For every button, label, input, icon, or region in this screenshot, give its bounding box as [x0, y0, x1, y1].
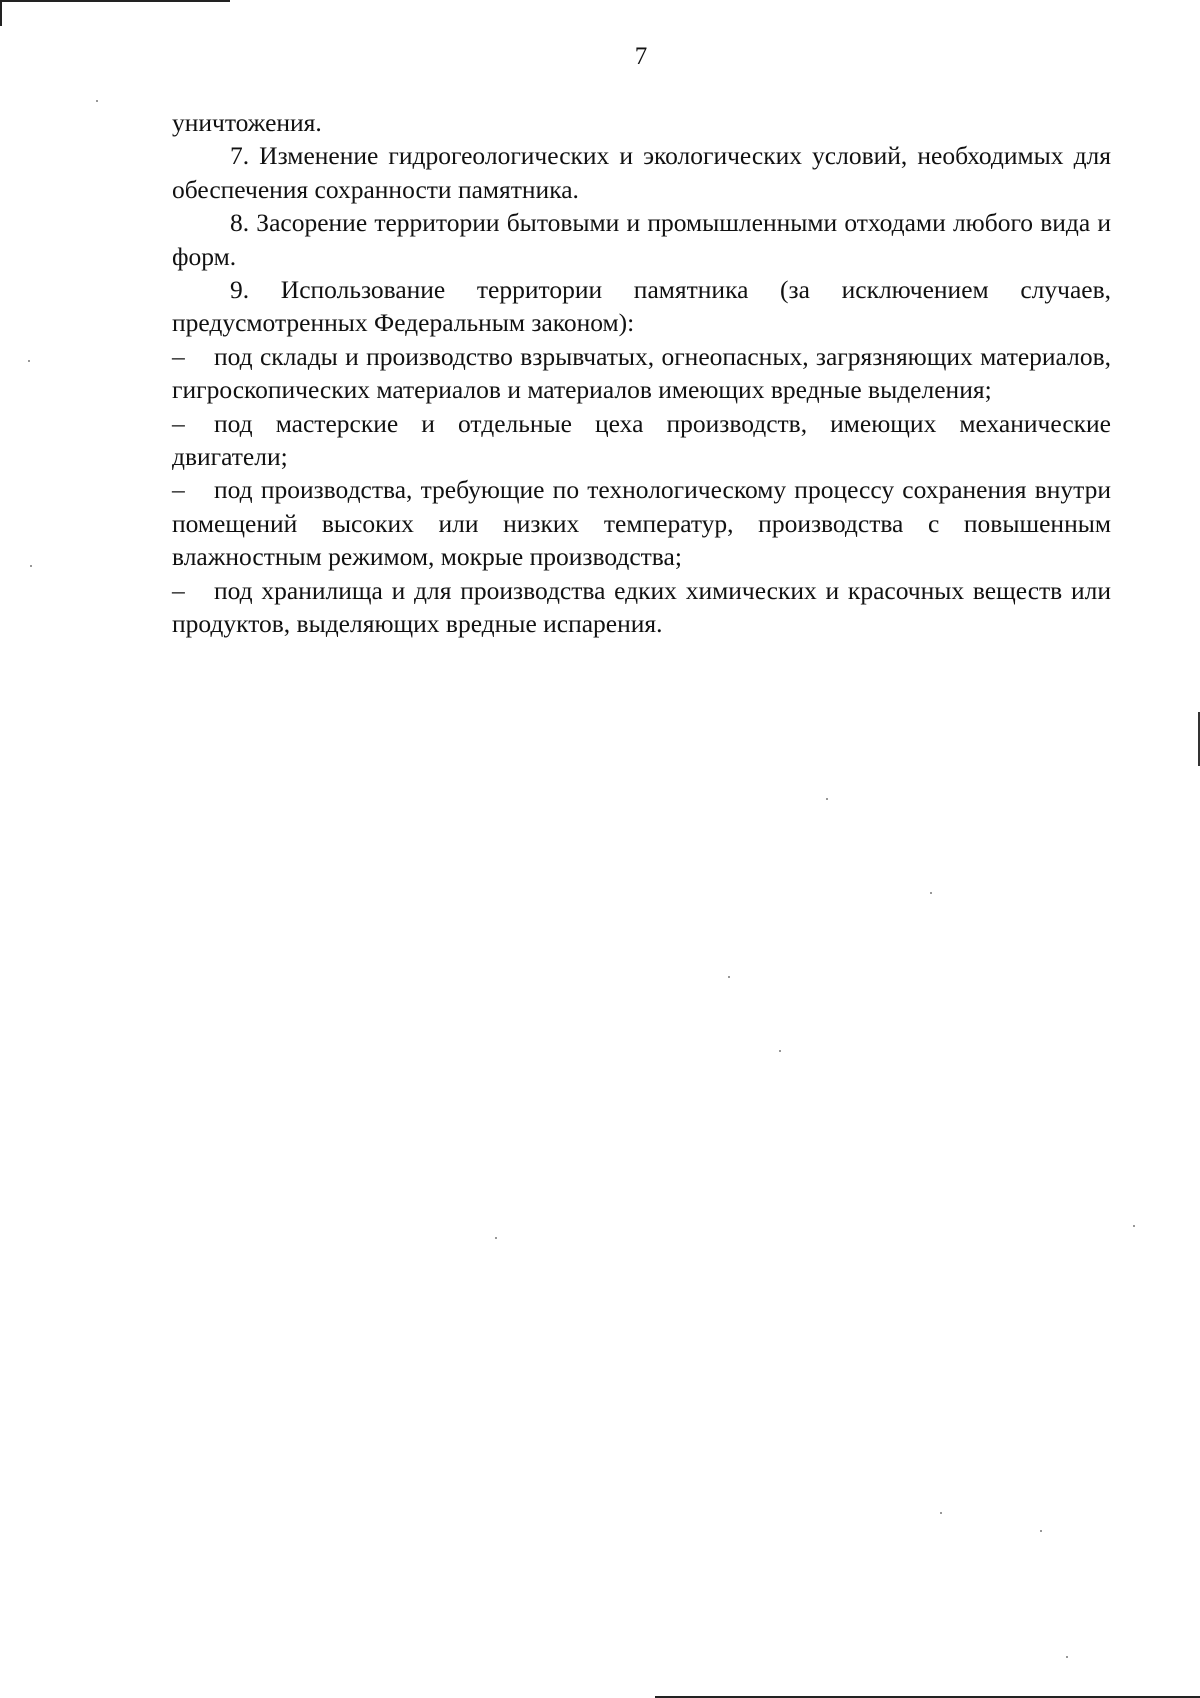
page-number: 7 — [634, 43, 648, 70]
dash-item-text: под склады и производство взрывчатых, огнеопасных, загрязняющих материалов, гигроскопических материалов и материалов имеющих вредные выделения; — [172, 341, 1111, 405]
dash-item-text: под производства, требующие по технологическому процессу сохранения внутри помещений высоких или низких температур, производства с повышенным влажностным режимом, мокрые производства; — [172, 475, 1111, 572]
scan-edge-top — [0, 0, 230, 2]
dash-marker: – — [172, 341, 185, 371]
scan-speck — [96, 100, 98, 102]
dash-item-text: под хранилища и для производства едких химических и красочных веществ или продуктов, выделяющих вредные испарения. — [172, 575, 1111, 639]
scan-speck — [1040, 1530, 1042, 1532]
scan-speck — [940, 1512, 942, 1514]
dash-list-item — [172, 340, 1111, 407]
dash-list-item — [172, 473, 1111, 573]
document-body — [172, 106, 1111, 641]
scan-speck — [728, 976, 730, 978]
scan-speck — [1133, 1225, 1135, 1227]
scan-speck — [30, 565, 32, 567]
scan-speck — [779, 1050, 781, 1052]
paragraph-item-9: 9. Использование территории памятника (за исключением случаев, предусмотренных Федеральным законом): — [172, 275, 1111, 338]
paragraph-item-7: 7. Изменение гидрогеологических и экологических условий, необходимых для обеспечения сохранности памятника. — [172, 141, 1111, 204]
paragraph-continuation: уничтожения. — [172, 108, 322, 137]
scan-edge-left — [0, 0, 2, 26]
scan-speck — [826, 798, 828, 800]
dash-marker: – — [172, 475, 185, 505]
scan-speck — [495, 1237, 497, 1239]
scan-speck — [28, 360, 30, 362]
dash-list-item — [172, 574, 1111, 641]
dash-marker: – — [172, 408, 185, 438]
dash-list-item — [172, 407, 1111, 474]
paragraph-item-8: 8. Засорение территории бытовыми и промышленными отходами любого вида и форм. — [172, 208, 1111, 271]
scan-speck — [930, 892, 932, 894]
dash-marker: – — [172, 575, 185, 605]
dash-item-text: под мастерские и отдельные цеха производств, имеющих механические двигатели; — [172, 408, 1111, 472]
scan-speck — [1066, 1656, 1068, 1658]
